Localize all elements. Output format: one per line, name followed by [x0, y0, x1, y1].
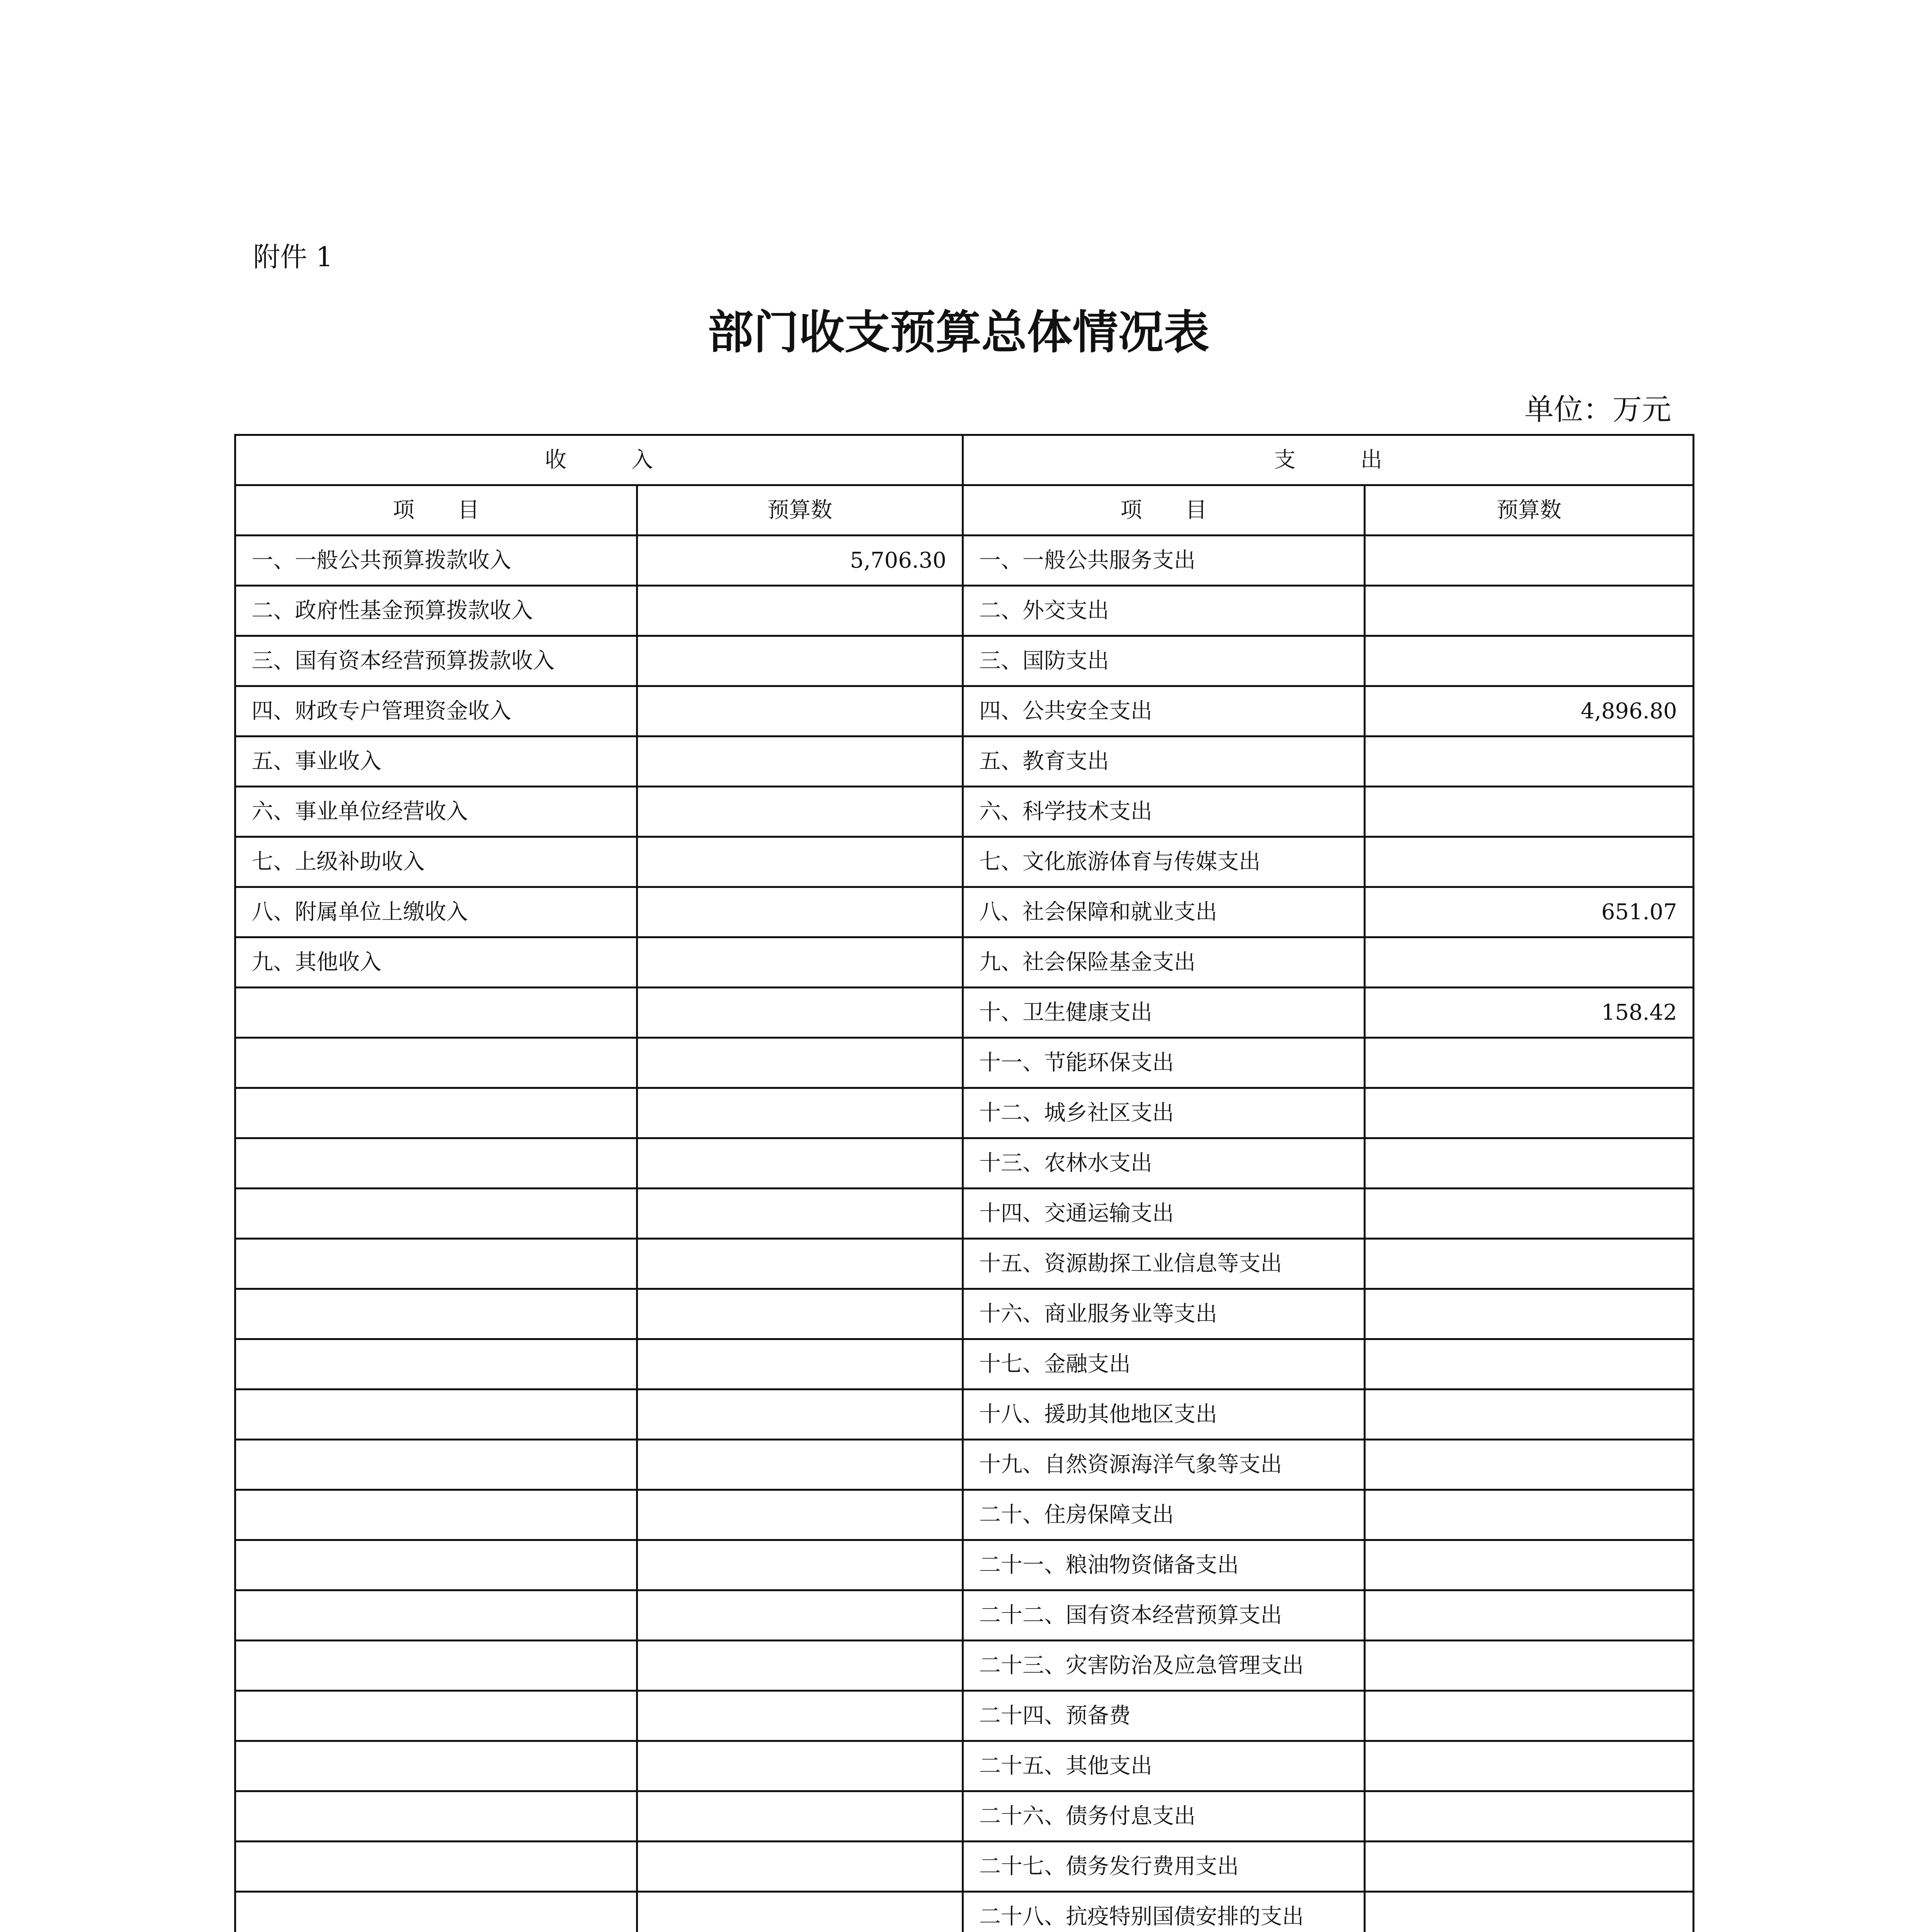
expense-item-cell: 三、国防支出 — [963, 636, 1365, 686]
income-item-cell: 一、一般公共预算拨款收入 — [235, 536, 637, 586]
income-amount-cell — [637, 586, 963, 636]
section-header-row — [235, 435, 1694, 485]
income-item-cell — [235, 1038, 637, 1088]
expense-item-cell: 十六、商业服务业等支出 — [963, 1289, 1365, 1339]
table-row — [235, 1490, 1694, 1540]
expense-item-cell: 十七、金融支出 — [963, 1339, 1365, 1389]
income-amount-cell — [637, 1038, 963, 1088]
expense-amount-cell — [1365, 586, 1694, 636]
table-row — [235, 887, 1694, 937]
table-row — [235, 1540, 1694, 1590]
income-item-cell — [235, 1741, 637, 1791]
income-amount-cell — [637, 1088, 963, 1138]
expense-item-cell: 八、社会保障和就业支出 — [963, 887, 1365, 937]
table-row — [235, 1791, 1694, 1842]
column-header-row — [235, 485, 1694, 536]
budget-table — [234, 434, 1694, 1932]
income-item-cell — [235, 1691, 637, 1741]
table-row — [235, 837, 1694, 887]
expense-amount-cell — [1365, 1590, 1694, 1641]
income-item-header: 项 目 — [235, 485, 637, 536]
income-item-cell: 九、其他收入 — [235, 937, 637, 988]
income-item-cell: 八、附属单位上缴收入 — [235, 887, 637, 937]
income-item-cell — [235, 1138, 637, 1189]
income-amount-cell — [637, 1490, 963, 1540]
table-row — [235, 1088, 1694, 1138]
income-amount-cell — [637, 1641, 963, 1691]
expense-item-cell: 十八、援助其他地区支出 — [963, 1389, 1365, 1440]
expense-amount-cell — [1365, 1440, 1694, 1490]
expense-item-cell: 九、社会保险基金支出 — [963, 937, 1365, 988]
table-row — [235, 536, 1694, 586]
expense-amount-cell — [1365, 1339, 1694, 1389]
income-amount-cell — [637, 937, 963, 988]
table-row — [235, 736, 1694, 787]
expense-amount-cell — [1365, 636, 1694, 686]
expense-amount-cell — [1365, 1389, 1694, 1440]
table-row — [235, 1741, 1694, 1791]
table-row — [235, 1389, 1694, 1440]
income-amount-cell — [637, 1289, 963, 1339]
income-item-cell — [235, 1088, 637, 1138]
income-item-cell: 六、事业单位经营收入 — [235, 787, 637, 837]
expense-item-cell: 二十四、预备费 — [963, 1691, 1365, 1741]
expense-item-cell: 一、一般公共服务支出 — [963, 536, 1365, 586]
expense-item-cell: 十三、农林水支出 — [963, 1138, 1365, 1189]
income-amount-cell — [637, 1791, 963, 1842]
expense-amount-cell — [1365, 736, 1694, 787]
income-amount-cell — [637, 636, 963, 686]
expense-amount-cell — [1365, 536, 1694, 586]
expense-amount-cell — [1365, 837, 1694, 887]
expense-item-cell: 十二、城乡社区支出 — [963, 1088, 1365, 1138]
income-item-cell — [235, 1791, 637, 1842]
table-row — [235, 1289, 1694, 1339]
table-row — [235, 937, 1694, 988]
expense-amount-cell — [1365, 937, 1694, 988]
expense-amount-cell: 4,896.80 — [1365, 686, 1694, 736]
income-item-cell: 七、上级补助收入 — [235, 837, 637, 887]
income-item-cell — [235, 1339, 637, 1389]
expense-amount-cell — [1365, 1741, 1694, 1791]
income-amount-cell — [637, 988, 963, 1038]
expense-item-cell: 四、公共安全支出 — [963, 686, 1365, 736]
table-row — [235, 1590, 1694, 1641]
expense-item-cell: 七、文化旅游体育与传媒支出 — [963, 837, 1365, 887]
income-item-cell — [235, 1239, 637, 1289]
income-amount-cell — [637, 837, 963, 887]
income-item-cell — [235, 1189, 637, 1239]
expense-item-header: 项 目 — [963, 485, 1365, 536]
expense-item-cell: 二十二、国有资本经营预算支出 — [963, 1590, 1365, 1641]
page-title: 部门收支预算总体情况表 — [708, 305, 1209, 359]
unit-label: 单位：万元 — [1524, 392, 1671, 427]
table-row — [235, 1239, 1694, 1289]
income-item-cell — [235, 988, 637, 1038]
table-row — [235, 1189, 1694, 1239]
expense-amount-cell — [1365, 787, 1694, 837]
expense-amount-cell — [1365, 1892, 1694, 1932]
income-item-cell — [235, 1892, 637, 1932]
table-row — [235, 686, 1694, 736]
income-budget-header: 预算数 — [637, 485, 963, 536]
income-amount-cell — [637, 887, 963, 937]
table-row — [235, 1842, 1694, 1892]
expense-item-cell: 二十七、债务发行费用支出 — [963, 1842, 1365, 1892]
expense-budget-header: 预算数 — [1365, 485, 1694, 536]
expense-amount-cell — [1365, 1088, 1694, 1138]
table-row — [235, 1641, 1694, 1691]
income-amount-cell — [637, 1440, 963, 1490]
expense-item-cell: 二十一、粮油物资储备支出 — [963, 1540, 1365, 1590]
attachment-label: 附件 1 — [253, 241, 333, 273]
income-item-cell: 三、国有资本经营预算拨款收入 — [235, 636, 637, 686]
table-row — [235, 988, 1694, 1038]
income-amount-cell — [637, 1741, 963, 1791]
expense-item-cell: 二十五、其他支出 — [963, 1741, 1365, 1791]
expense-item-cell: 十五、资源勘探工业信息等支出 — [963, 1239, 1365, 1289]
expense-amount-cell — [1365, 1691, 1694, 1741]
income-item-cell — [235, 1389, 637, 1440]
income-amount-cell — [637, 1138, 963, 1189]
income-item-cell — [235, 1490, 637, 1540]
income-amount-cell — [637, 1892, 963, 1932]
income-amount-cell — [637, 1842, 963, 1892]
income-amount-cell — [637, 1339, 963, 1389]
income-item-cell — [235, 1289, 637, 1339]
expense-item-cell: 二十、住房保障支出 — [963, 1490, 1365, 1540]
income-item-cell: 四、财政专户管理资金收入 — [235, 686, 637, 736]
income-amount-cell — [637, 1691, 963, 1741]
income-item-cell: 五、事业收入 — [235, 736, 637, 787]
table-row — [235, 1691, 1694, 1741]
income-item-cell — [235, 1641, 637, 1691]
income-item-cell — [235, 1540, 637, 1590]
expense-item-cell: 二十六、债务付息支出 — [963, 1791, 1365, 1842]
expense-item-cell: 二十三、灾害防治及应急管理支出 — [963, 1641, 1365, 1691]
expense-amount-cell — [1365, 1239, 1694, 1289]
table-row — [235, 1138, 1694, 1189]
table-row — [235, 1892, 1694, 1932]
expense-amount-cell — [1365, 1842, 1694, 1892]
expense-section-header: 支 出 — [963, 435, 1694, 485]
expense-item-cell: 二十八、抗疫特别国债安排的支出 — [963, 1892, 1365, 1932]
expense-item-cell: 十一、节能环保支出 — [963, 1038, 1365, 1088]
table-row — [235, 787, 1694, 837]
income-item-cell — [235, 1842, 637, 1892]
expense-amount-cell — [1365, 1791, 1694, 1842]
expense-item-cell: 十四、交通运输支出 — [963, 1189, 1365, 1239]
table-row — [235, 586, 1694, 636]
income-item-cell — [235, 1590, 637, 1641]
income-amount-cell — [637, 1540, 963, 1590]
expense-amount-cell — [1365, 1641, 1694, 1691]
income-amount-cell — [637, 1389, 963, 1440]
table-row — [235, 636, 1694, 686]
expense-amount-cell: 158.42 — [1365, 988, 1694, 1038]
expense-amount-cell — [1365, 1490, 1694, 1540]
expense-item-cell: 五、教育支出 — [963, 736, 1365, 787]
expense-amount-cell — [1365, 1138, 1694, 1189]
expense-item-cell: 十九、自然资源海洋气象等支出 — [963, 1440, 1365, 1490]
income-item-cell: 二、政府性基金预算拨款收入 — [235, 586, 637, 636]
income-amount-cell — [637, 686, 963, 736]
income-item-cell — [235, 1440, 637, 1490]
table-row — [235, 1339, 1694, 1389]
income-amount-cell — [637, 787, 963, 837]
expense-amount-cell: 651.07 — [1365, 887, 1694, 937]
table-row — [235, 1038, 1694, 1088]
table-row — [235, 1440, 1694, 1490]
income-amount-cell: 5,706.30 — [637, 536, 963, 586]
expense-item-cell: 六、科学技术支出 — [963, 787, 1365, 837]
income-amount-cell — [637, 1189, 963, 1239]
expense-item-cell: 二、外交支出 — [963, 586, 1365, 636]
expense-amount-cell — [1365, 1189, 1694, 1239]
expense-amount-cell — [1365, 1038, 1694, 1088]
expense-amount-cell — [1365, 1289, 1694, 1339]
income-section-header: 收 入 — [235, 435, 963, 485]
income-amount-cell — [637, 1239, 963, 1289]
expense-item-cell: 十、卫生健康支出 — [963, 988, 1365, 1038]
income-amount-cell — [637, 736, 963, 787]
expense-amount-cell — [1365, 1540, 1694, 1590]
income-amount-cell — [637, 1590, 963, 1641]
